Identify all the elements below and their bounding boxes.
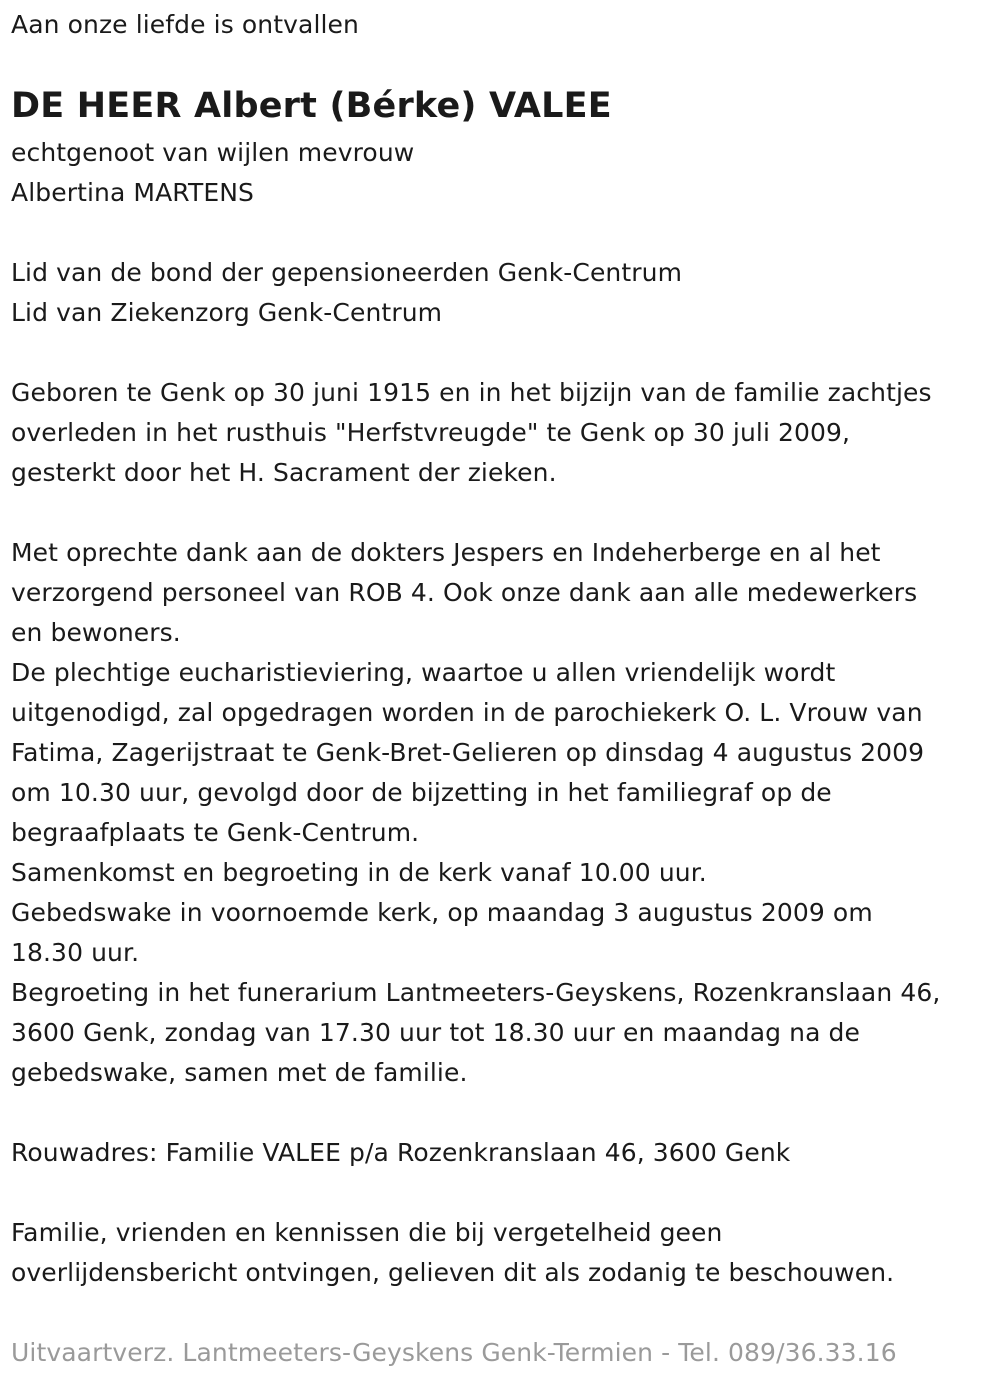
ceremony-line: 18.30 uur.	[11, 938, 140, 967]
closing-line: Familie, vrienden en kennissen die bij vergetelheid geen	[11, 1218, 723, 1247]
ceremony-line: en bewoners.	[11, 618, 181, 647]
spouse-name: Albertina MARTENS	[11, 178, 254, 207]
birth-death-line: overleden in het rusthuis "Herfstvreugde" te Genk op 30 juli 2009,	[11, 418, 851, 447]
ceremony-line: uitgenodigd, zal opgedragen worden in de parochiekerk O. L. Vrouw van	[11, 698, 923, 727]
ceremony-line: De plechtige eucharistieviering, waartoe u allen vriendelijk wordt	[11, 658, 836, 687]
ceremony-line: om 10.30 uur, gevolgd door de bijzetting in het familiegraf op de	[11, 778, 832, 807]
ceremony-line: begraafplaats te Genk-Centrum.	[11, 818, 420, 847]
ceremony-line: Met oprechte dank aan de dokters Jespers en Indeherberge en al het	[11, 538, 881, 567]
ceremony-line: Begroeting in het funerarium Lantmeeters-Geyskens, Rozenkranslaan 46,	[11, 978, 941, 1007]
membership-line: Lid van Ziekenzorg Genk-Centrum	[11, 298, 443, 327]
intro-text: Aan onze liefde is ontvallen	[11, 10, 359, 39]
membership-line: Lid van de bond der gepensioneerden Genk-Centrum	[11, 258, 683, 287]
ceremony-line: 3600 Genk, zondag van 17.30 uur tot 18.30 uur en maandag na de	[11, 1018, 860, 1047]
birth-death-line: Geboren te Genk op 30 juni 1915 en in het bijzijn van de familie zachtjes	[11, 378, 932, 407]
funeral-home-footer: Uitvaartverz. Lantmeeters-Geyskens Genk-Termien - Tel. 089/36.33.16	[11, 1338, 897, 1367]
mourning-address: Rouwadres: Familie VALEE p/a Rozenkranslaan 46, 3600 Genk	[11, 1138, 791, 1167]
ceremony-line: verzorgend personeel van ROB 4. Ook onze dank aan alle medewerkers	[11, 578, 918, 607]
birth-death-line: gesterkt door het H. Sacrament der zieken.	[11, 458, 557, 487]
ceremony-line: gebedswake, samen met de familie.	[11, 1058, 468, 1087]
spouse-line: echtgenoot van wijlen mevrouw	[11, 138, 415, 167]
deceased-name: DE HEER Albert (Bérke) VALEE	[11, 86, 612, 126]
closing-line: overlijdensbericht ontvingen, gelieven dit als zodanig te beschouwen.	[11, 1258, 895, 1287]
ceremony-line: Samenkomst en begroeting in de kerk vanaf 10.00 uur.	[11, 858, 707, 887]
ceremony-line: Gebedswake in voornoemde kerk, op maandag 3 augustus 2009 om	[11, 898, 873, 927]
ceremony-line: Fatima, Zagerijstraat te Genk-Bret-Gelieren op dinsdag 4 augustus 2009	[11, 738, 925, 767]
